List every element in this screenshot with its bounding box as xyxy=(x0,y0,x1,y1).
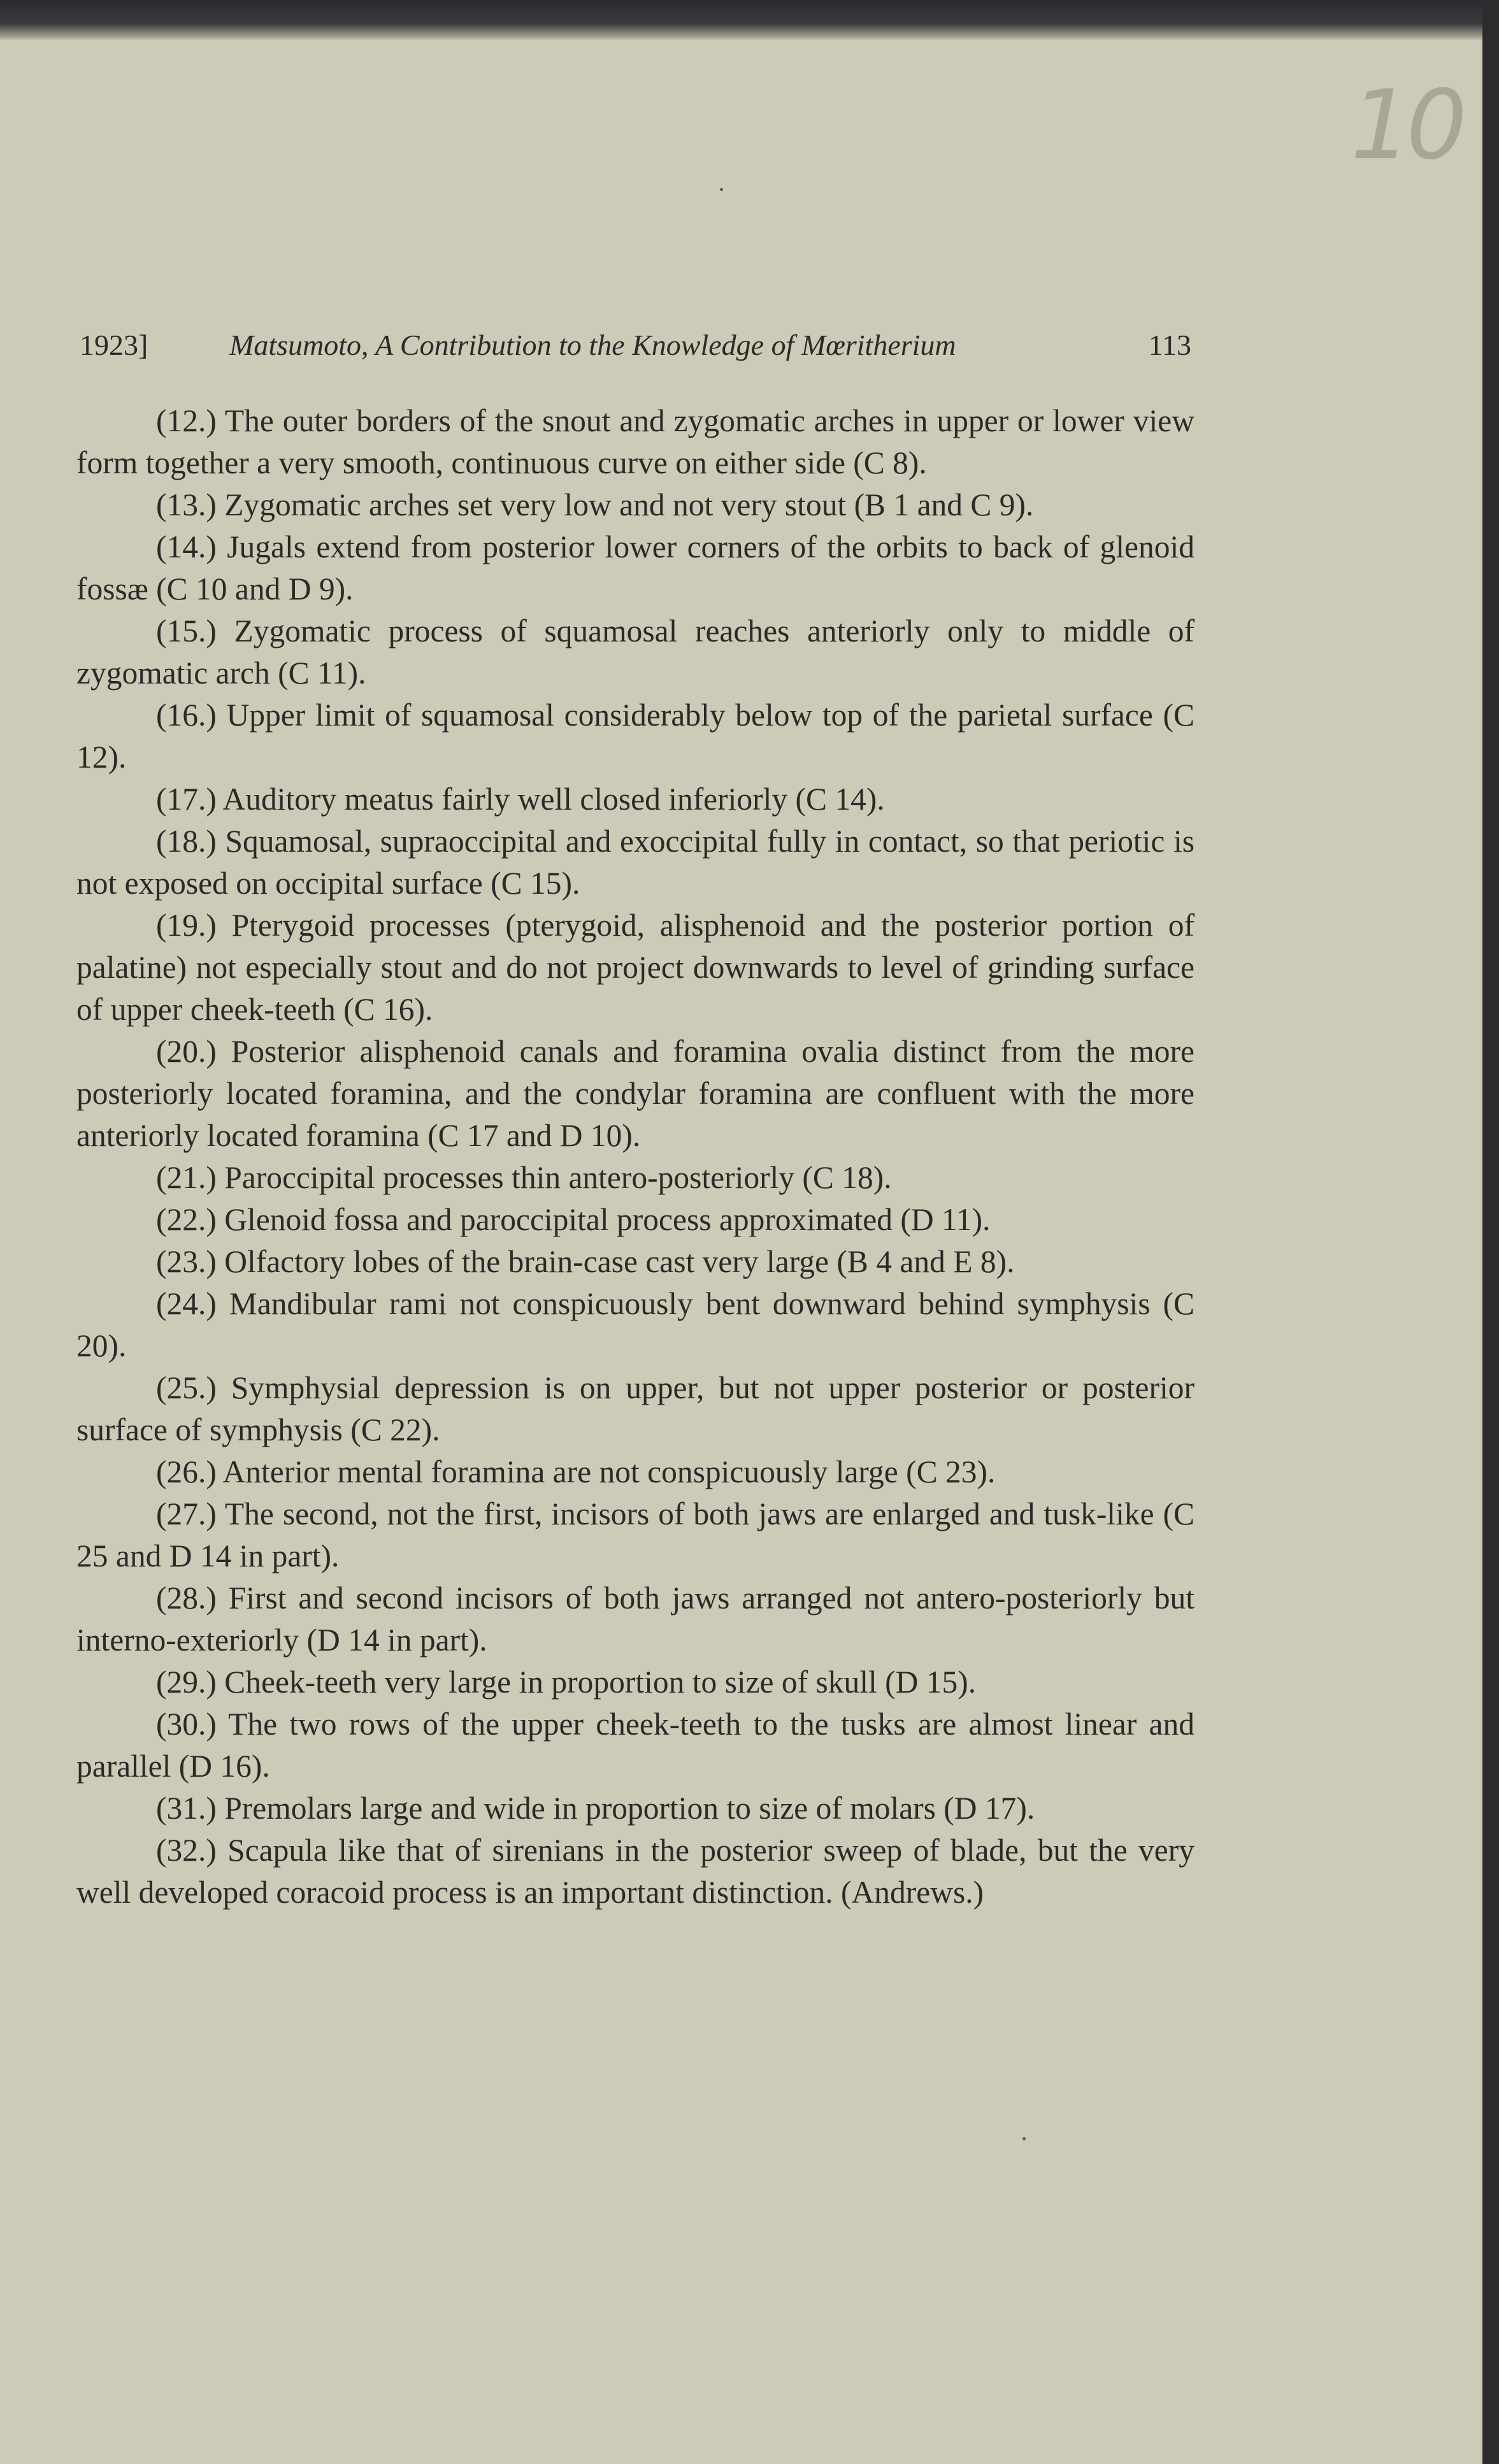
list-item xyxy=(76,1367,1194,1451)
item-number: (21.) xyxy=(156,1160,217,1195)
item-number: (13.) xyxy=(156,487,217,522)
item-number: (24.) xyxy=(156,1286,217,1321)
item-text: Symphysial depression is on upper, but not upper posterior or posterior surface of symphysis (C 22). xyxy=(76,1370,1195,1447)
list-item xyxy=(76,1661,1194,1703)
list-item xyxy=(76,1830,1194,1914)
item-number: (17.) xyxy=(156,782,217,817)
list-item xyxy=(76,1577,1194,1661)
item-text: Pterygoid processes (pterygoid, alisphenoid and the posterior portion of palatine) not especially stout and do not project downwards to level of grinding surface of upper cheek-teeth (C 16). xyxy=(76,908,1194,1027)
item-text: Zygomatic arches set very low and not very stout (B 1 and C 9). xyxy=(224,487,1034,522)
list-item xyxy=(76,694,1194,778)
item-text: The outer borders of the snout and zygomatic arches in upper or lower view form together a very smooth, continuous curve on either side (C 8). xyxy=(76,403,1194,480)
item-number: (20.) xyxy=(156,1034,217,1069)
list-item xyxy=(76,1787,1194,1830)
list-item xyxy=(76,1241,1194,1283)
scan-right-edge xyxy=(1482,0,1499,2464)
item-number: (30.) xyxy=(156,1707,217,1742)
list-item xyxy=(76,820,1194,905)
list-item xyxy=(76,1451,1194,1493)
item-number: (19.) xyxy=(156,908,217,943)
running-header xyxy=(80,328,1191,373)
item-text: Auditory meatus fairly well closed inferiorly (C 14). xyxy=(222,782,885,817)
item-text: Premolars large and wide in proportion to size of molars (D 17). xyxy=(224,1791,1035,1826)
item-number: (14.) xyxy=(156,529,217,564)
list-item xyxy=(76,484,1194,526)
pencil-page-note: 10 xyxy=(1351,70,1462,181)
item-number: (27.) xyxy=(156,1496,217,1531)
paper-speck xyxy=(1022,2137,1026,2140)
item-number: (28.) xyxy=(156,1580,217,1615)
item-number: (15.) xyxy=(156,613,217,648)
item-text: Mandibular rami not conspicuously bent downward behind symphysis (C 20). xyxy=(76,1286,1194,1363)
item-text: Squamosal, supraoccipital and exoccipital fully in contact, so that periotic is not exposed on occipital surface (C 15). xyxy=(76,824,1195,901)
item-text: First and second incisors of both jaws arranged not antero-posteriorly but interno-exteriorly (D 14 in part). xyxy=(76,1580,1195,1658)
item-number: (23.) xyxy=(156,1244,217,1279)
list-item xyxy=(76,610,1194,694)
paper-speck xyxy=(720,188,723,191)
list-item xyxy=(76,1031,1194,1157)
item-number: (22.) xyxy=(156,1202,217,1237)
item-text: Zygomatic process of squamosal reaches anteriorly only to middle of zygomatic arch (C 11). xyxy=(76,613,1195,691)
list-item xyxy=(76,1283,1194,1367)
item-number: (25.) xyxy=(156,1370,217,1405)
item-text: Posterior alisphenoid canals and foramina ovalia distinct from the more posteriorly located foramina, and the condylar foramina are confluent with the more anteriorly located foramina (C 17 and D 10). xyxy=(76,1034,1195,1153)
item-text: Paroccipital processes thin antero-posteriorly (C 18). xyxy=(224,1160,892,1195)
list-item xyxy=(76,400,1194,484)
item-text: Anterior mental foramina are not conspicuously large (C 23). xyxy=(222,1454,996,1489)
item-text: Cheek-teeth very large in proportion to size of skull (D 15). xyxy=(224,1665,977,1700)
item-text: The two rows of the upper cheek-teeth to the tusks are almost linear and parallel (D 16). xyxy=(76,1707,1195,1784)
page-body xyxy=(76,400,1194,1914)
list-item xyxy=(76,1703,1194,1787)
item-number: (29.) xyxy=(156,1665,217,1700)
item-text: Glenoid fossa and paroccipital process approximated (D 11). xyxy=(224,1202,991,1237)
list-item xyxy=(76,778,1194,820)
item-number: (18.) xyxy=(156,824,217,859)
item-text: Olfactory lobes of the brain-case cast very large (B 4 and E 8). xyxy=(224,1244,1015,1279)
item-text: The second, not the first, incisors of both jaws are enlarged and tusk-like (C 25 and D 14 in part). xyxy=(76,1496,1194,1573)
scan-top-edge xyxy=(0,0,1499,39)
item-number: (12.) xyxy=(156,403,217,438)
item-number: (16.) xyxy=(156,698,217,733)
item-number: (32.) xyxy=(156,1833,217,1868)
item-text: Jugals extend from posterior lower corners of the orbits to back of glenoid fossæ (C 10 and D 9). xyxy=(76,529,1194,606)
item-number: (31.) xyxy=(156,1791,217,1826)
item-text: Upper limit of squamosal considerably below top of the parietal surface (C 12). xyxy=(76,698,1195,775)
running-title: Matsumoto, A Contribution to the Knowledge of Mœritherium xyxy=(229,329,956,361)
list-item xyxy=(76,1493,1194,1577)
item-text: Scapula like that of sirenians in the posterior sweep of blade, but the very well developed coracoid process is an important distinction. (Andrews.) xyxy=(76,1833,1194,1910)
item-number: (26.) xyxy=(156,1454,217,1489)
page-number: 113 xyxy=(1148,329,1191,361)
list-item xyxy=(76,1199,1194,1241)
list-item xyxy=(76,905,1194,1031)
list-item xyxy=(76,1157,1194,1199)
header-year: 1923] xyxy=(80,329,148,361)
list-item xyxy=(76,526,1194,610)
